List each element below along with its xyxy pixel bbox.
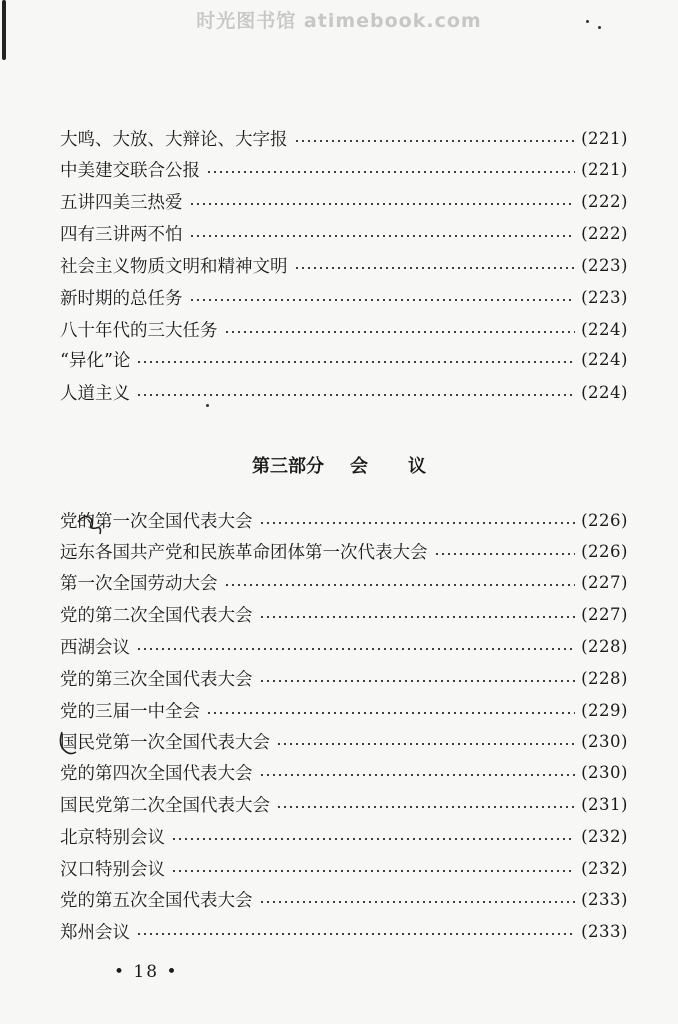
leader-dots [136, 394, 575, 396]
entry-page: (228) [581, 668, 628, 688]
entry-page: (222) [581, 191, 628, 211]
watermark: 时光图书馆 atimebook.com [196, 10, 482, 32]
toc-entry[interactable] [60, 378, 628, 406]
entry-title: 党的第三次全国代表大会 [60, 669, 253, 690]
entry-page: (228) [581, 636, 628, 656]
leader-dots [136, 648, 575, 650]
entry-title: “异化”论 [60, 350, 131, 371]
entry-title: 社会主义物质文明和精神文明 [60, 256, 288, 277]
entry-page: (224) [581, 382, 628, 402]
entry-title: 党的三届一中全会 [60, 701, 200, 722]
leader-dots [224, 584, 576, 586]
leader-dots [171, 870, 575, 872]
entry-page: (232) [581, 858, 628, 878]
section-heading-part: 第三部分 [252, 456, 324, 477]
entry-page: (226) [581, 541, 628, 561]
entry-title: 国民党第二次全国代表大会 [60, 795, 270, 816]
leader-dots [136, 933, 575, 935]
leader-dots [276, 806, 575, 808]
entry-page: (230) [581, 762, 628, 782]
page-number: • 18 • [114, 962, 179, 982]
leader-dots [259, 616, 576, 618]
leader-dots [434, 553, 576, 555]
leader-dots [224, 331, 576, 333]
toc-entry[interactable] [60, 506, 628, 534]
leader-dots [276, 743, 575, 745]
entry-title: 大鸣、大放、大辩论、大字报 [60, 129, 288, 150]
entry-page: (223) [581, 287, 628, 307]
entry-title: 四有三讲两不怕 [60, 224, 183, 245]
entry-page: (224) [581, 349, 628, 369]
leader-dots [189, 235, 576, 237]
toc-entry[interactable] [60, 537, 628, 565]
toc-entry[interactable] [60, 632, 628, 660]
entry-title: 党的第二次全国代表大会 [60, 605, 253, 626]
entry-title: 党的第四次全国代表大会 [60, 763, 253, 784]
leader-dots [189, 299, 576, 301]
leader-dots [259, 901, 576, 903]
entry-page: (229) [581, 700, 628, 720]
section-heading [0, 452, 678, 478]
entry-page: (227) [581, 604, 628, 624]
toc-entry[interactable] [60, 283, 628, 311]
entry-page: (222) [581, 223, 628, 243]
leader-dots [136, 361, 575, 363]
toc-entry[interactable] [60, 600, 628, 628]
entry-page: (231) [581, 794, 628, 814]
entry-title: 人道主义 [60, 383, 130, 404]
entry-page: (224) [581, 319, 628, 339]
section-heading-char: 会 [350, 456, 368, 477]
toc-entry[interactable] [60, 822, 628, 850]
entry-page: (221) [581, 159, 628, 179]
toc-entry[interactable] [60, 727, 628, 755]
toc-entry[interactable] [60, 345, 628, 373]
entry-title: 八十年代的三大任务 [60, 320, 218, 341]
entry-page: (230) [581, 731, 628, 751]
entry-title: 第一次全国劳动大会 [60, 573, 218, 594]
leader-dots [189, 203, 576, 205]
entry-title: 国民党第一次全国代表大会 [60, 732, 270, 753]
pen-mark [56, 730, 80, 758]
toc-entry[interactable] [60, 155, 628, 183]
entry-title: 党的第五次全国代表大会 [60, 890, 253, 911]
leader-dots [259, 522, 576, 524]
leader-dots [294, 267, 576, 269]
entry-title: 北京特别会议 [60, 827, 165, 848]
entry-page: (223) [581, 255, 628, 275]
leader-dots [206, 171, 575, 173]
speck [598, 26, 601, 29]
toc-entry[interactable] [60, 219, 628, 247]
leader-dots [259, 774, 576, 776]
entry-title: 新时期的总任务 [60, 288, 183, 309]
toc-entry[interactable] [60, 917, 628, 945]
toc-entry[interactable] [60, 315, 628, 343]
entry-title: 汉口特别会议 [60, 859, 165, 880]
toc-entry[interactable] [60, 885, 628, 913]
toc-entry[interactable] [60, 664, 628, 692]
entry-title: 中美建交联合公报 [60, 160, 200, 181]
entry-title: 郑州会议 [60, 922, 130, 943]
toc-entry[interactable] [60, 790, 628, 818]
leader-dots [259, 680, 576, 682]
entry-page: (221) [581, 128, 628, 148]
entry-page: (227) [581, 572, 628, 592]
scan-edge-mark [2, 0, 6, 60]
entry-page: (233) [581, 889, 628, 909]
toc-entry[interactable] [60, 187, 628, 215]
toc-entry[interactable] [60, 758, 628, 786]
toc-entry[interactable] [60, 696, 628, 724]
section-heading-char: 议 [408, 456, 426, 477]
leader-dots [294, 140, 576, 142]
toc-entry[interactable] [60, 251, 628, 279]
entry-page: (233) [581, 921, 628, 941]
entry-title: 西湖会议 [60, 637, 130, 658]
entry-page: (226) [581, 510, 628, 530]
entry-page: (232) [581, 826, 628, 846]
entry-title: 党的第一次全国代表大会 [60, 511, 253, 532]
leader-dots [206, 712, 575, 714]
entry-title: 远东各国共产党和民族革命团体第一次代表大会 [60, 542, 428, 563]
entry-title: 五讲四美三热爱 [60, 192, 183, 213]
toc-entry[interactable] [60, 124, 628, 152]
pen-mark [76, 508, 106, 536]
toc-entry[interactable] [60, 854, 628, 882]
toc-entry[interactable] [60, 568, 628, 596]
leader-dots [171, 838, 575, 840]
speck [586, 20, 589, 23]
